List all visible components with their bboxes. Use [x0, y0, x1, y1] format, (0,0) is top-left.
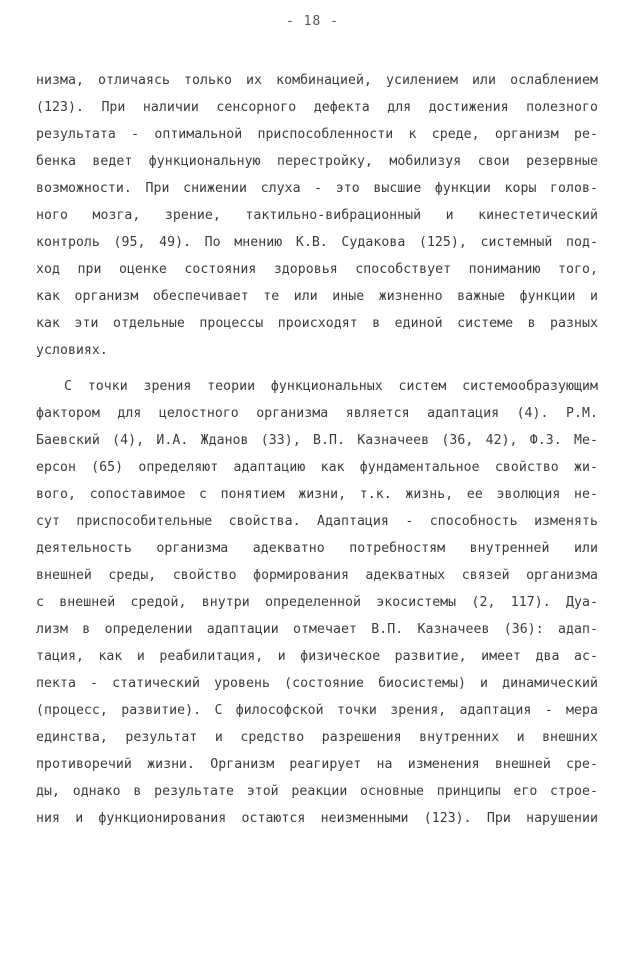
text-line: ного мозга, зрение, тактильно-вибрационный и кинестетический: [36, 208, 598, 223]
text-line: результата - оптимальной приспособленности к среде, организм ре-: [36, 127, 598, 142]
text-line: ерсон (65) определяют адаптацию как фундаментальное свойство жи-: [36, 460, 598, 475]
text-line: ния и функционирования остаются неизменными (123). При нарушении: [36, 811, 598, 826]
text-line: внешней среды, свойство формирования адекватных связей организма: [36, 568, 598, 583]
text-line: фактором для целостного организма является адаптация (4). Р.М.: [36, 406, 598, 421]
text-line: тация, как и реабилитация, и физическое развитие, имеет два ас-: [36, 649, 598, 664]
text-line: как организм обеспечивает те или иные жизненно важные функции и: [36, 289, 598, 304]
text-line: лизм в определении адаптации отмечает В.П. Казначеев (36): адап-: [36, 622, 598, 637]
text-line: низма, отличаясь только их комбинацией, усилением или ослаблением: [36, 73, 598, 88]
text-line: пекта - статический уровень (состояние биосистемы) и динамический: [36, 676, 598, 691]
text-line: ды, однако в результате этой реакции основные принципы его строе-: [36, 784, 598, 799]
text-line: контроль (95, 49). По мнению К.В. Судакова (125), системный под-: [36, 235, 598, 250]
text-line: как эти отдельные процессы происходят в единой системе в разных: [36, 316, 598, 331]
text-line: Баевский (4), И.А. Жданов (33), В.П. Казначеев (36, 42), Ф.З. Ме-: [36, 433, 598, 448]
text-line: единства, результат и средство разрешения внутренних и внешних: [36, 730, 598, 745]
text-line: условиях.: [36, 343, 108, 358]
text-line: деятельность организма адекватно потребностям внутренней или: [36, 541, 598, 556]
text-line: противоречий жизни. Организм реагирует на изменения внешней сре-: [36, 757, 598, 772]
text-line: ход при оценке состояния здоровья способствует пониманию того,: [36, 262, 598, 277]
text-line: с внешней средой, внутри определенной экосистемы (2, 117). Дуа-: [36, 595, 598, 610]
text-line: вого, сопоставимое с понятием жизни, т.к. жизнь, ее эволюция не-: [36, 487, 598, 502]
text-line: (123). При наличии сенсорного дефекта для достижения полезного: [36, 100, 598, 115]
text-line: (процесс, развитие). С философской точки зрения, адаптация - мера: [36, 703, 598, 718]
text-line: сут приспособительные свойства. Адаптация - способность изменять: [36, 514, 598, 529]
text-line: возможности. При снижении слуха - это высшие функции коры голов-: [36, 181, 598, 196]
text-line: бенка ведет функциональную перестройку, мобилизуя свои резервные: [36, 154, 598, 169]
text-line: С точки зрения теории функциональных систем системообразующим: [64, 379, 598, 394]
page-number: - 18 -: [286, 14, 339, 29]
